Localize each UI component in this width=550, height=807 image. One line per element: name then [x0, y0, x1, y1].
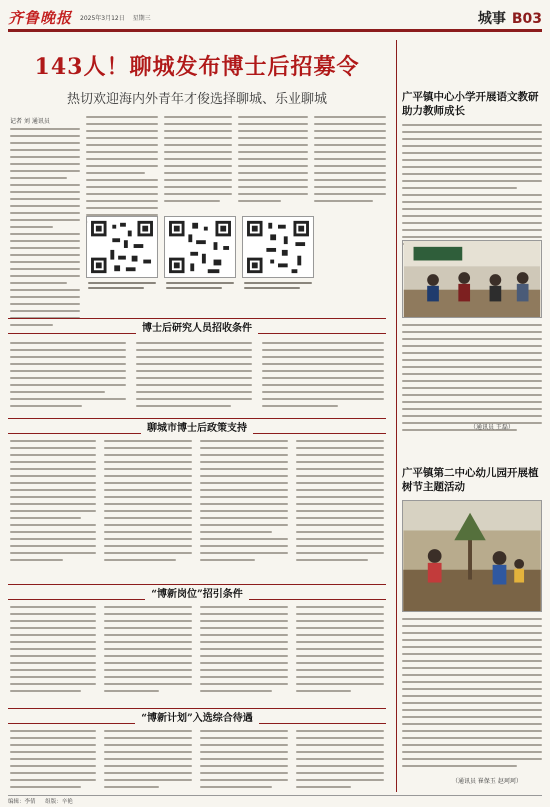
boxin-column-3 — [200, 730, 288, 793]
issue-meta — [80, 13, 157, 22]
main-byline: 记者 刘 通讯员 — [10, 118, 50, 125]
conditions-column-1 — [10, 342, 126, 412]
sidebar-story-1-byline: （通讯员 王磊） — [470, 424, 514, 431]
main-headline: 143人！聊城发布博士后招募令 — [34, 54, 360, 80]
section-heading-boxin: “博新计划”入选综合待遇 — [8, 708, 386, 724]
sidebar-story-1-title: 广平镇中心小学开展语文教研助力教师成长 — [402, 91, 539, 117]
boxin-column-1 — [10, 730, 96, 793]
conditions-column-3 — [262, 342, 384, 412]
lead-article-column-2 — [86, 116, 158, 228]
lead-article-column-5 — [314, 116, 386, 207]
benefits-column-3 — [200, 440, 288, 566]
boya-column-2 — [104, 606, 192, 697]
qr-code-photo-2 — [164, 216, 236, 278]
sidebar-story-2-title: 广平镇第二中心幼儿园开展植树节主题活动 — [402, 467, 539, 493]
section-name: 城事 — [477, 10, 506, 27]
sidebar-story-1-body — [402, 124, 542, 250]
editor-credit: 编辑：李倩 — [8, 799, 36, 805]
section-heading-benefits: 聊城市博士后政策支持 — [8, 418, 386, 434]
sidebar-photo-tree-planting — [402, 500, 542, 612]
qr-code-photo-1 — [86, 216, 158, 278]
lead-article-column-4 — [238, 116, 308, 207]
sidebar-story-2-byline: （通讯员 崔保玉 赵珂珂） — [452, 778, 522, 785]
section-heading-conditions: 博士后研究人员招收条件 — [8, 318, 386, 334]
designer-credit: 组版：辛艳 — [45, 799, 73, 805]
issue-weekday: 星期三 — [132, 15, 151, 22]
conditions-column-2 — [136, 342, 252, 412]
benefits-column-2 — [104, 440, 192, 566]
issue-date: 2025年3月12日 — [80, 15, 125, 22]
page-footer — [8, 795, 542, 805]
benefits-column-4 — [296, 440, 384, 566]
boya-column-3 — [200, 606, 288, 697]
page-label — [478, 8, 542, 28]
benefits-column-1 — [10, 440, 96, 566]
page-header — [8, 6, 542, 32]
sidebar-story-2-body — [402, 618, 542, 772]
lead-article-column-3 — [164, 116, 232, 207]
boxin-column-4 — [296, 730, 384, 793]
photo-1-caption — [88, 282, 156, 290]
photo-2-caption — [166, 282, 234, 290]
photo-3-caption — [244, 282, 312, 290]
masthead-logo: 齐鲁晚报 — [8, 9, 73, 27]
sidebar-photo-classroom — [402, 240, 542, 318]
main-subheadline: 热切欢迎海内外青年才俊选择聊城、乐业聊城 — [66, 92, 327, 107]
boya-column-1 — [10, 606, 96, 697]
page-number: B03 — [511, 10, 542, 27]
lead-article-column-1 — [10, 128, 80, 331]
sidebar-story-1-body-2 — [402, 324, 542, 436]
qr-code-photo-3 — [242, 216, 314, 278]
boya-column-4 — [296, 606, 384, 697]
boxin-column-2 — [104, 730, 192, 793]
section-heading-boya: “博新岗位”招引条件 — [8, 584, 386, 600]
